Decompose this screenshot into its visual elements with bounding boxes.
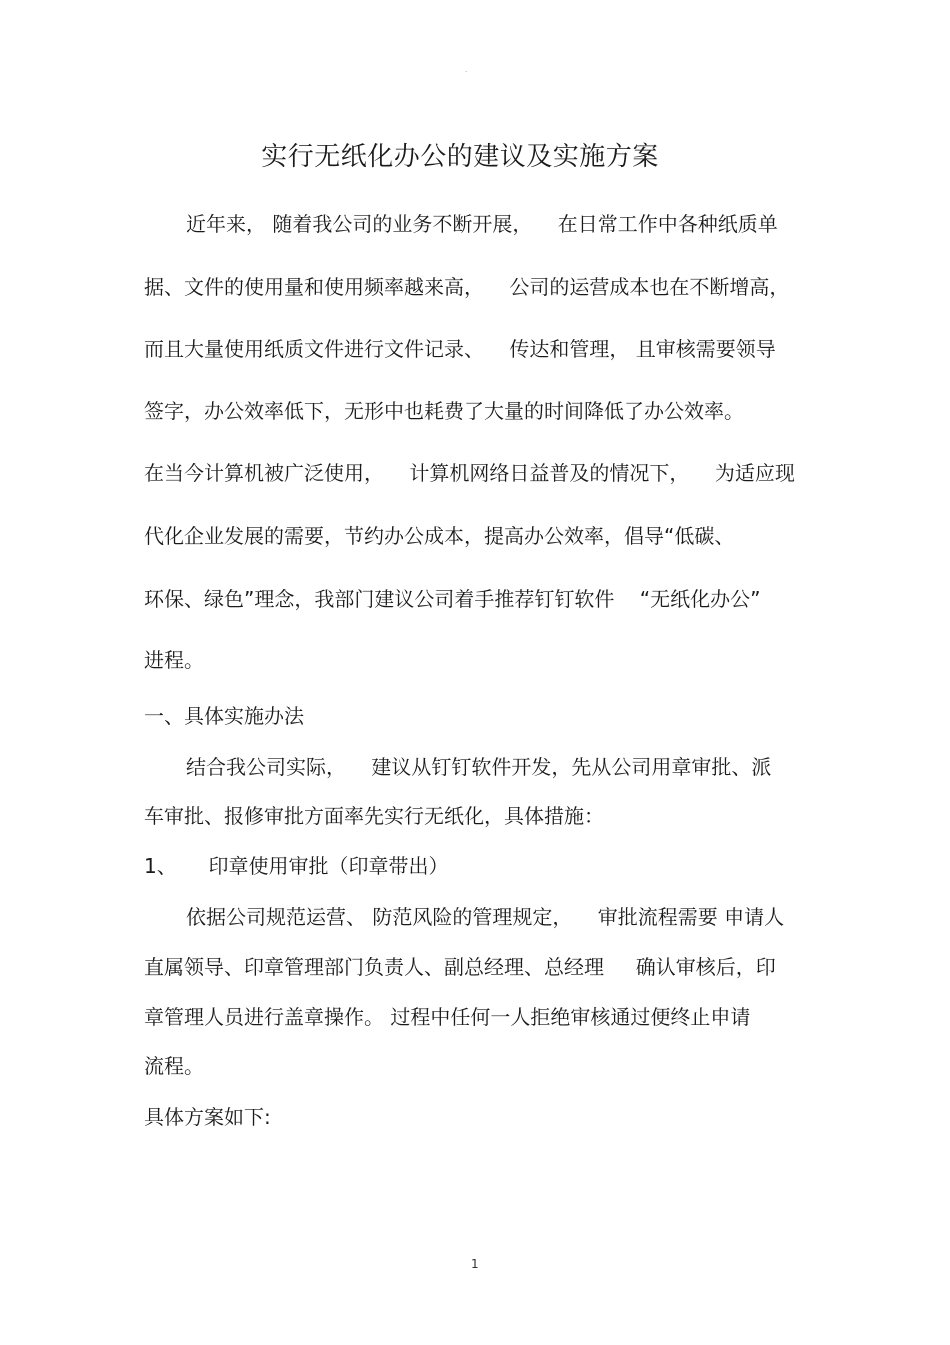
paragraph-line: 代化企业发展的需要，节约办公成本，提高办公效率，倡导“低碳、 xyxy=(144,524,735,548)
paragraph-line: 车审批、报修审批方面率先实行无纸化，具体措施： xyxy=(144,804,604,828)
section-heading: 一、具体实施办法 xyxy=(144,704,304,728)
paragraph-line: 进程。 xyxy=(144,648,204,672)
paragraph-line: 环保、绿色”理念，我部门建议公司着手推荐钉钉软件 “无纸化办公” xyxy=(144,587,761,611)
paragraph-line: 签字，办公效率低下，无形中也耗费了大量的时间降低了办公效率。 xyxy=(144,399,744,423)
plan-intro: 具体方案如下: xyxy=(144,1105,271,1129)
paragraph-line: 流程。 xyxy=(144,1054,204,1078)
paragraph-line: 直属领导、印章管理部门负责人、副总经理、总经理 确认审核后，印 xyxy=(144,955,776,979)
document-title: 实行无纸化办公的建议及实施方案 xyxy=(261,142,659,172)
header-mark: · xyxy=(465,68,468,76)
paragraph-line: 而且大量使用纸质文件进行文件记录、 传达和管理， 且审核需要领导 xyxy=(144,337,776,361)
paragraph-line: 近年来， 随着我公司的业务不断开展， 在日常工作中各种纸质单 xyxy=(186,212,778,236)
page-number: 1 xyxy=(471,1257,479,1271)
paragraph-line: 结合我公司实际， 建议从钉钉软件开发，先从公司用章审批、派 xyxy=(186,755,772,779)
paragraph-line: 据、文件的使用量和使用频率越来高， 公司的运营成本也在不断增高， xyxy=(144,275,790,299)
paragraph-line: 在当今计算机被广泛使用， 计算机网络日益普及的情况下， 为适应现 xyxy=(144,461,795,485)
paragraph-line: 章管理人员进行盖章操作。 过程中任何一人拒绝审核通过便终止申请 xyxy=(144,1005,751,1029)
item-heading: 1、 印章使用审批（印章带出） xyxy=(144,854,449,878)
paragraph-line: 依据公司规范运营、 防范风险的管理规定， 审批流程需要 申请人 xyxy=(186,905,785,929)
